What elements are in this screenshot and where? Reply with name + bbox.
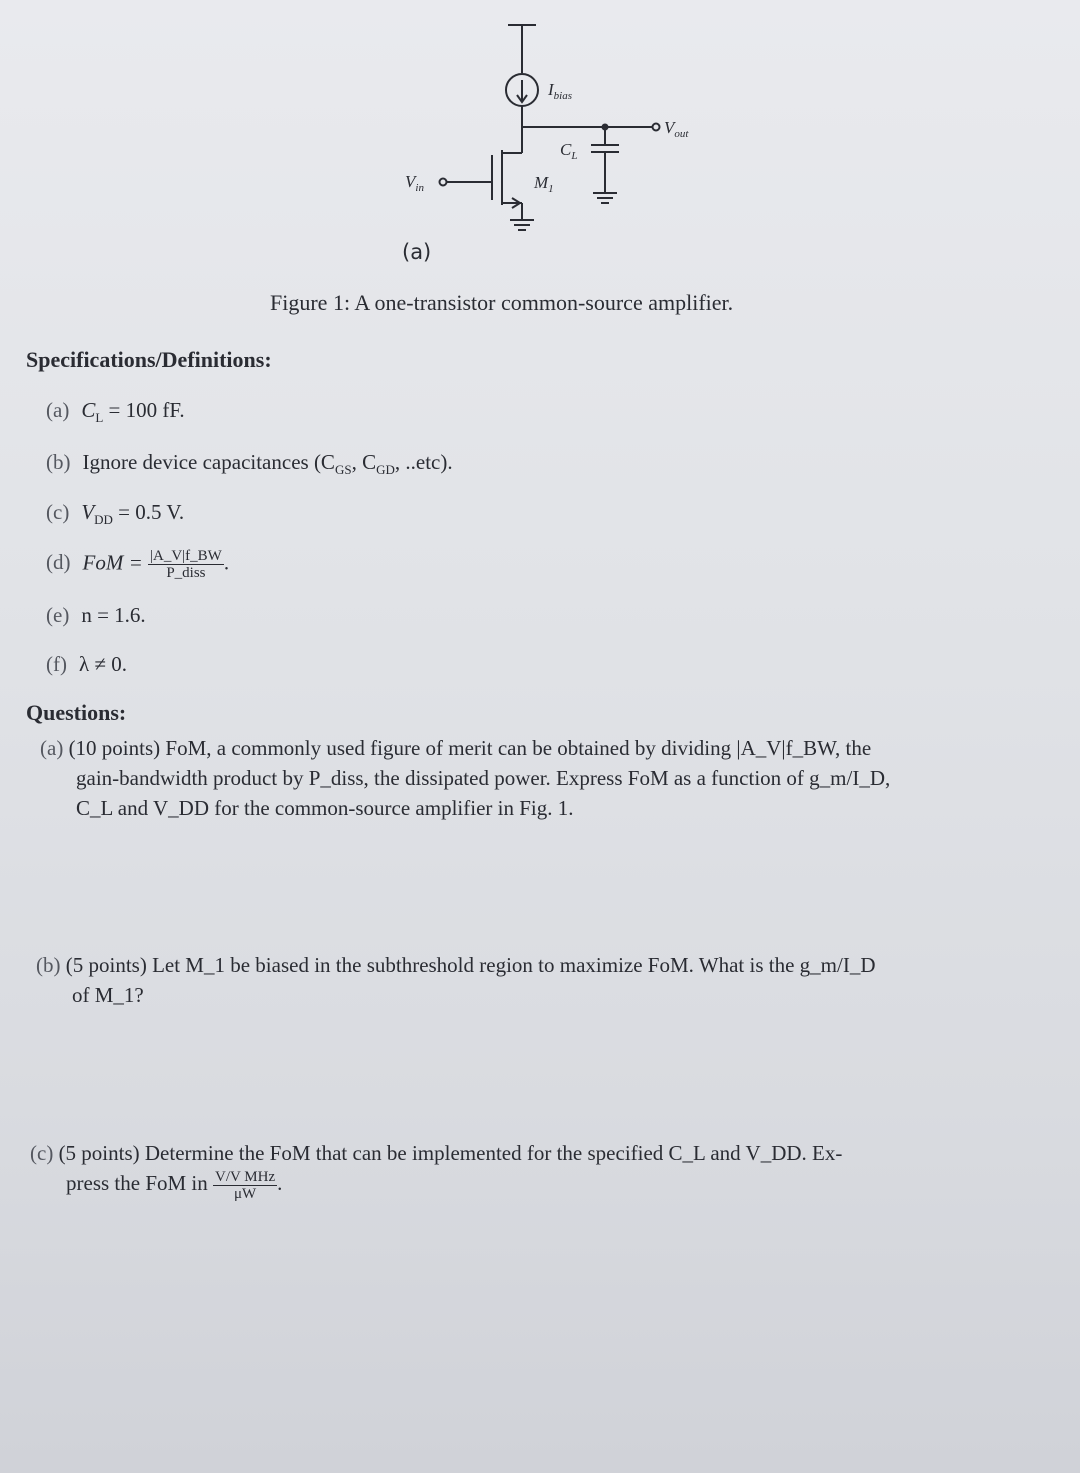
question-a: (a) (10 points) FoM, a commonly used figure of merit can be obtained by dividing |A_V|f_BW, the gain-bandwidth product by P_diss, the dissipated power. Express FoM as a function of g_m/I_D, C_L and V_DD for the common-source amplifier in Fig. 1.	[40, 736, 891, 820]
ibias-label: $I_{bias}$	[548, 80, 573, 102]
figure-caption: Figure 1: A one-transistor common-source amplifier.	[270, 290, 734, 315]
spec-d: (d) FoM = $\frac{|A\_V|f\_BW}{\text{P\_diss}}$ .	[46, 548, 230, 581]
fom-unit-fraction: $\frac{\text{V/V MHz}}{\mu W}$	[215, 1168, 276, 1202]
spec-c: (c) $V_{DD} = 0.5$ V.	[46, 500, 185, 528]
m1-label: $M_1$	[534, 173, 554, 195]
output-node-dot	[602, 124, 609, 131]
spec-b: (b) Ignore device capacitances ($C_{GS}$, $C_{GD}$, ..etc).	[46, 450, 453, 478]
question-b: (b) (5 points) Let M_1 be biased in the subthreshold region to maximize FoM. What is the g_m/I_D of M_1?	[36, 953, 876, 1007]
questions-heading: Questions:	[26, 700, 127, 725]
spec-e: (e) n = 1.6.	[46, 603, 146, 627]
common-source-amplifier-schematic	[380, 15, 720, 245]
input-terminal	[440, 179, 447, 186]
spec-a: (a) $C_L = 100$ fF.	[46, 398, 185, 426]
fom-fraction: $\frac{|A\_V|f\_BW}{\text{P\_diss}}$	[150, 548, 222, 581]
spec-f: (f) λ ≠ 0.	[46, 652, 127, 676]
vin-label: $V_{in}$	[405, 172, 424, 194]
vout-label: $V_{out}$	[664, 118, 689, 140]
cl-label: $C_L$	[560, 140, 578, 162]
figure-sub-label: (a)	[402, 240, 432, 264]
output-terminal	[653, 124, 660, 131]
specs-heading: Specifications/Definitions:	[26, 347, 272, 372]
question-c: (c) (5 points) Determine the FoM that can be implemented for the specified C_L and V_DD. Ex- press the FoM in $\frac{\text{V/V MHz}}{\mu W}$ .	[30, 1141, 843, 1202]
